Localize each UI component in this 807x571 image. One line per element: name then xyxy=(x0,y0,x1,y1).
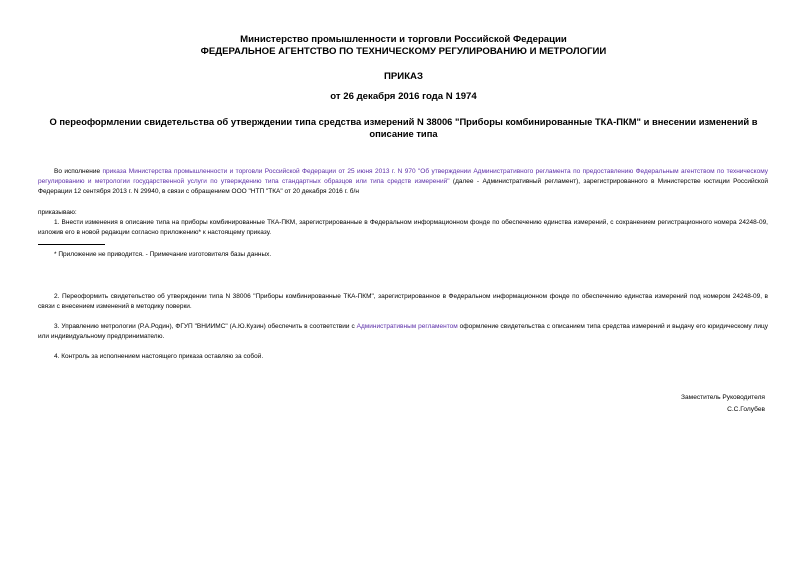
order-date: от 26 декабря 2016 года N 1974 xyxy=(330,91,477,102)
order-label: ПРИКАЗ xyxy=(384,71,423,82)
footnote: * Приложение не приводится. - Примечание изготовителя базы данных. xyxy=(54,251,272,258)
signatory-title: Заместитель Руководителя xyxy=(681,394,765,401)
agency-name: ФЕДЕРАЛЬНОЕ АГЕНТСТВО ПО ТЕХНИЧЕСКОМУ РЕГУЛИРОВАНИЮ И МЕТРОЛОГИИ xyxy=(200,46,607,57)
signatory-name: С.С.Голубев xyxy=(727,406,765,413)
footnote-divider xyxy=(38,244,105,245)
intro-suffix: (далее - Административный регламент), зарегистрированного в Министерстве юстиции Российской Федерации 12 сентября 2013 г. N 29940, в связи с обращением ООО "НТП "ТКА" от 20 декабря 2016 г. б/н xyxy=(38,178,768,195)
ordered-label: приказываю: xyxy=(38,209,77,216)
order-subject: О переоформлении свидетельства об утверждении типа средства измерений N 38006 "Приборы комбинированные ТКА-ПКМ" и внесении изменений в описание типа xyxy=(49,116,758,139)
admin-regulation-link[interactable]: Административным регламентом xyxy=(356,323,458,330)
order-item-4: 4. Контроль за исполнением настоящего приказа оставляю за собой. xyxy=(54,353,264,360)
order-item-2: 2. Переоформить свидетельство об утверждении типа N 38006 "Приборы комбинированные ТКА-ПКМ", зарегистрированное в Федеральном информационном фонде по обеспечению единства измерений под номером 24248-09, в связи с внесением изменений в методику поверки. xyxy=(38,293,768,310)
intro-paragraph xyxy=(38,167,768,197)
intro-prefix: Во исполнение xyxy=(54,168,103,175)
regulation-link[interactable]: приказа Министерства промышленности и торговли Российской Федерации от 25 июня 2013 г. N 970 "Об утверждении Административного регламента по предоставлению Федеральным агентством по техническому регулированию и метрологии государственной услуги по утверждению типа стандартных образцов или типа средств измерений" xyxy=(38,168,768,185)
item3-prefix: 3. Управлению метрологии (Р.А.Родин), ФГУП "ВНИИМС" (А.Ю.Кузин) обеспечить в соответствии с xyxy=(54,323,357,330)
order-item-1: 1. Внести изменения в описание типа на приборы комбинированные ТКА-ПКМ, зарегистрированные в Федеральном информационном фонде по обеспечению единства измерений, с сохранением регистрационного номера 24248-09, изложив его в новой редакции согласно приложению* к настоящему приказу. xyxy=(38,219,768,236)
item3-suffix: оформление свидетельства с описанием типа средства измерений и выдачу его юридическому лицу или индивидуальному предпринимателю. xyxy=(38,323,768,340)
order-item-3 xyxy=(38,322,768,342)
ministry-name: Министерство промышленности и торговли Российской Федерации xyxy=(240,34,567,45)
